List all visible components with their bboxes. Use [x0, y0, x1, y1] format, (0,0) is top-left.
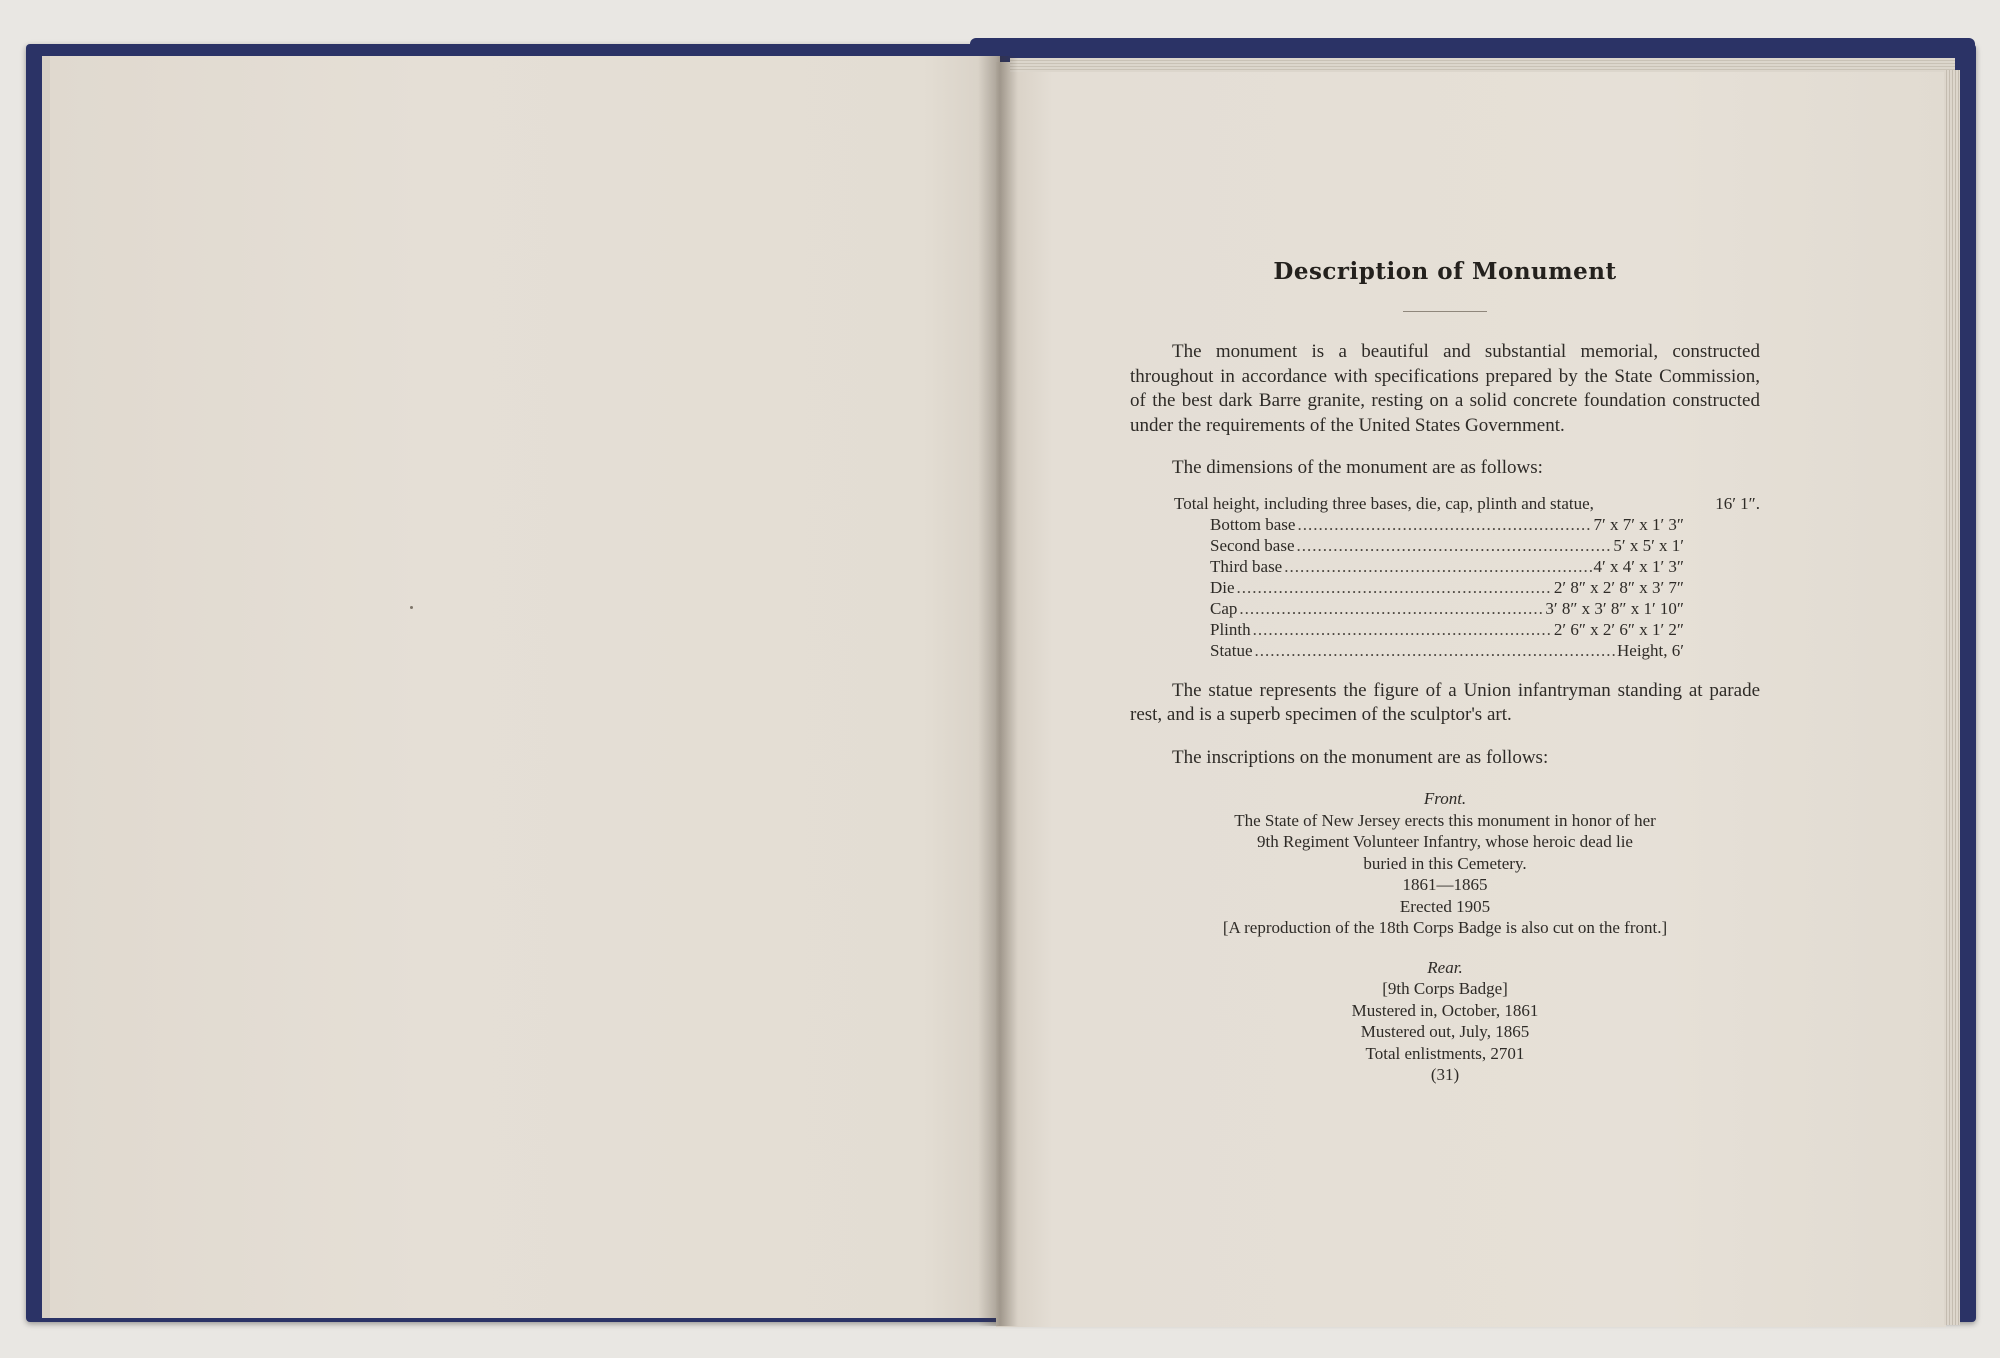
inscription-front: [1130, 788, 1760, 939]
dimensions-table: [1130, 493, 1760, 661]
dimension-label: Die: [1210, 577, 1235, 597]
dimension-row: [1210, 556, 1684, 577]
dimension-row: [1210, 598, 1684, 619]
dimension-total-label: Total height, including three bases, die, cap, plinth and statue,: [1174, 493, 1594, 513]
page-number: (31): [1430, 1065, 1460, 1084]
inscription-rear-label: Rear.: [1427, 957, 1463, 977]
inscription-line: [9th Corps Badge]: [1382, 979, 1508, 998]
dimension-value: 5′ x 5′ x 1′: [1613, 535, 1684, 555]
inscription-line: The State of New Jersey erects this monument in honor of her: [1234, 810, 1656, 830]
dimension-value: 4′ x 4′ x 1′ 3″: [1593, 556, 1684, 576]
dimension-label: Statue: [1210, 640, 1253, 660]
dimension-value: 3′ 8″ x 3′ 8″ x 1′ 10″: [1545, 598, 1684, 618]
dimension-row: [1210, 535, 1684, 556]
dimension-row: [1210, 640, 1684, 661]
inscription-front-label: Front.: [1423, 789, 1467, 808]
inscription-line: Erected 1905: [1399, 896, 1491, 916]
dimension-total-value: 16′ 1″.: [1715, 493, 1760, 513]
inscription-line: 9th Regiment Volunteer Infantry, whose heroic dead lie: [1257, 832, 1633, 851]
inscription-line: Total enlistments, 2701: [1365, 1043, 1525, 1063]
inscription-line: Mustered out, July, 1865: [1360, 1022, 1530, 1041]
book-gutter: [978, 56, 1018, 1326]
leader-dots: [1239, 598, 1543, 619]
dimension-label: Plinth: [1210, 619, 1251, 639]
page-edges-top: [1010, 58, 1955, 72]
paragraph-dimensions-intro: The dimensions of the monument are as follows:: [1172, 457, 1543, 478]
dimension-value: 7′ x 7′ x 1′ 3″: [1593, 514, 1684, 534]
inscription-line: Mustered in, October, 1861: [1351, 1000, 1539, 1020]
leader-dots: [1297, 514, 1591, 535]
paragraph-monument-description: The monument is a beautiful and substantial memorial, constructed throughout in accordance with specifications prepared by the State Commission, of the best dark Barre granite, resting on a solid concrete foundation constructed under the requirements of the United States Government.: [1130, 341, 1760, 436]
dimension-total-row: [1130, 493, 1760, 514]
inscription-rear: [1130, 957, 1760, 1086]
leader-dots: [1284, 556, 1591, 577]
dimension-label: Cap: [1210, 598, 1238, 618]
dimension-value: Height, 6′: [1617, 640, 1684, 660]
dimension-label: Third base: [1210, 556, 1283, 576]
leader-dots: [1237, 577, 1552, 598]
left-page-blank: [42, 56, 1000, 1318]
dimension-label: Bottom base: [1210, 514, 1296, 534]
dimension-label: Second base: [1210, 535, 1295, 555]
leader-dots: [1297, 535, 1612, 556]
paragraph-statue: The statue represents the figure of a Union infantryman standing at parade rest, and is a superb specimen of the sculptor's art.: [1130, 679, 1760, 725]
paragraph-inscriptions-intro: The inscriptions on the monument are as follows:: [1172, 746, 1549, 768]
title-rule: [1403, 311, 1487, 312]
inscription-line: [A reproduction of the 18th Corps Badge is also cut on the front.]: [1222, 918, 1668, 937]
dimension-row: [1210, 577, 1684, 598]
leader-dots: [1253, 619, 1552, 640]
inscription-line: 1861—1865: [1402, 875, 1488, 894]
paper-speck: [410, 606, 413, 609]
dimension-row: [1210, 514, 1684, 535]
page-edges-right: [1944, 70, 1960, 1325]
dimension-value: 2′ 6″ x 2′ 6″ x 1′ 2″: [1553, 619, 1684, 639]
page-text: [1130, 258, 1760, 1086]
inscription-line: buried in this Cemetery.: [1363, 853, 1527, 873]
dimension-value: 2′ 8″ x 2′ 8″ x 3′ 7″: [1553, 577, 1684, 597]
page-title: Description of Monument: [1273, 258, 1617, 285]
leader-dots: [1255, 640, 1616, 661]
dimension-row: [1210, 619, 1684, 640]
